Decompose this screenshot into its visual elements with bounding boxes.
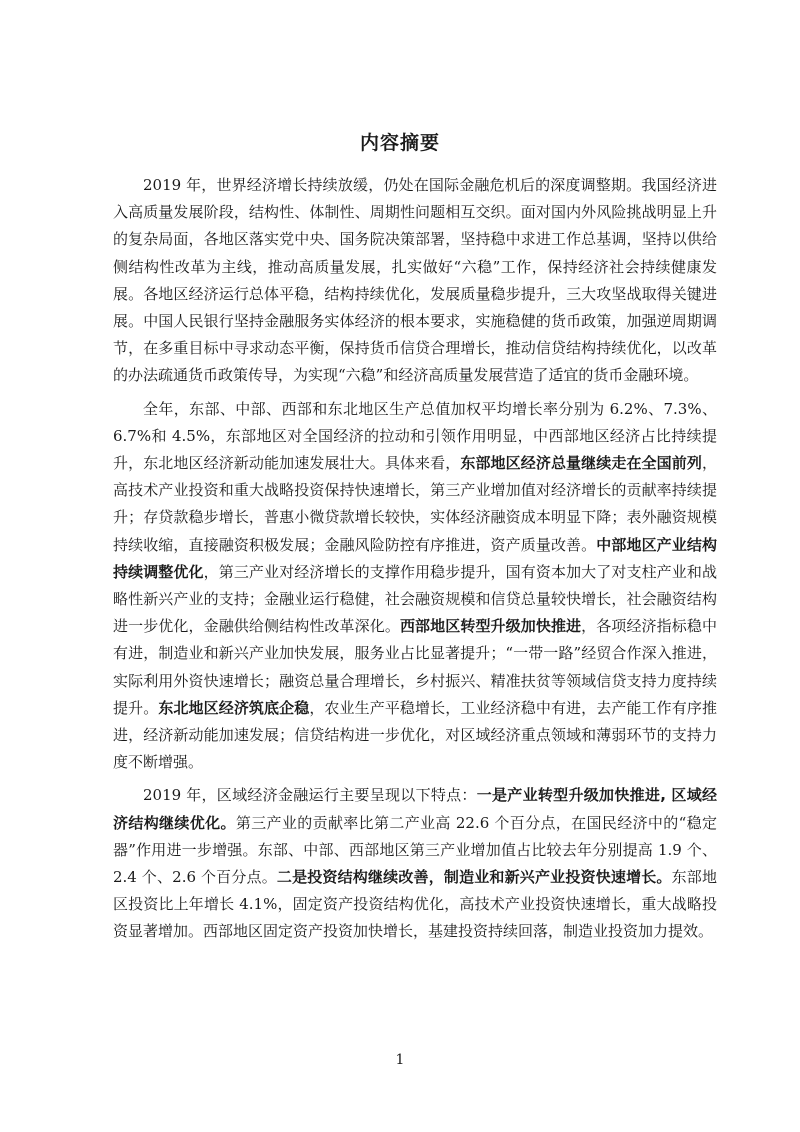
paragraph-1 — [113, 172, 717, 390]
paragraph-3-text-3: 东部地区投资比上年增长 4.1%，固定资产投资结构优化，高技术产业投资快速增长，重大战略投资显著增加。西部地区固定资产投资加快增长，基建投资持续回落，制造业投资加力提效。 — [113, 868, 717, 941]
paragraph-2-bold-northeast: 东北地区经济筑底企稳 — [158, 698, 310, 717]
paragraph-2-bold-west: 西部地区转型升级加快推进 — [399, 617, 582, 636]
paragraph-2-text-1: 全年，东部、中部、西部和东北地区生产总值加权平均增长率分别为 6.2%、7.3%、6.7%和 4.5%，东部地区对全国经济的拉动和引领作用明显，中西部地区经济占比持续提升，东北地区经济新动能加速发展壮大。具体来看， — [113, 399, 717, 473]
paragraph-3-bold-point-1: 一是产业转型升级加快推进, 区域经济结构继续优化。 — [113, 786, 717, 832]
paragraph-2-bold-east: 东部地区经济总量继续走在全国前列 — [460, 454, 702, 473]
paragraph-3-text-2: 第三产业的贡献率比第二产业高 22.6 个百分点，在国民经济中的“稳定器”作用进一步增强。东部、中部、西部地区第三产业增加值占比较去年分别提高 1.9 个、2.4 个、2.6 个百分点。 — [113, 813, 717, 887]
paragraph-3-bold-point-2: 二是投资结构继续改善，制造业和新兴产业投资快速增长。 — [276, 868, 672, 887]
paragraph-3-text-1: 2019 年，区域经济金融运行主要呈现以下特点： — [143, 786, 477, 805]
paragraph-1-text: 2019 年，世界经济增长持续放缓，仍处在国际金融危机后的深度调整期。我国经济进入高质量发展阶段，结构性、体制性、周期性问题相互交织。面对国内外风险挑战明显上升的复杂局面，各地区落实党中央、国务院决策部署，坚持稳中求进工作总基调，坚持以供给侧结构性改革为主线，推动高质量发展，扎实做好“六稳”工作，保持经济社会持续健康发展。各地区经济运行总体平稳，结构持续优化，发展质量稳步提升，三大攻坚战取得关键进展。中国人民银行坚持金融服务实体经济的根本要求，实施稳健的货币政策，加强逆周期调节，在多重目标中寻求动态平衡，保持货币信贷合理增长，推动信贷结构持续优化，以改革的办法疏通货币政策传导，为实现“六稳”和经济高质量发展营造了适宜的货币金融环境。 — [113, 176, 717, 385]
paragraph-3 — [113, 782, 717, 945]
paragraph-2-bold-central: 中部地区产业结构持续调整优化 — [113, 535, 717, 581]
paragraph-2 — [113, 396, 717, 777]
paragraph-2-text-5: ，农业生产平稳增长，工业经济稳中有进，去产能工作有序推进，经济新动能加速发展；信贷结构进一步优化，对区域经济重点领域和薄弱环节的支持力度不断增强。 — [113, 698, 717, 772]
paragraph-2-text-4: ，各项经济指标稳中有进，制造业和新兴产业加快发展，服务业占比显著提升；“一带一路”经贸合作深入推进，实际利用外资快速增长；融资总量合理增长，乡村振兴、精准扶贫等领域信贷支持力度持续提升。 — [113, 617, 717, 717]
paragraph-2-text-2: ，高技术产业投资和重大战略投资保持快速增长，第三产业增加值对经济增长的贡献率持续提升；存贷款稳步增长，普惠小微贷款增长较快，实体经济融资成本明显下降；表外融资规模持续收缩，直接融资积极发展；金融风险防控有序推进，资产质量改善。 — [113, 454, 717, 554]
document-body — [113, 172, 717, 952]
page-number: 1 — [395, 1052, 405, 1068]
paragraph-2-text-3: ，第三产业对经济增长的支撑作用稳步提升，国有资本加大了对支柱产业和战略性新兴产业的支持；金融业运行稳健，社会融资规模和信贷总量较快增长，社会融资结构进一步优化，金融供给侧结构性改革深化。 — [113, 562, 717, 636]
page-title: 内容摘要 — [359, 132, 440, 154]
